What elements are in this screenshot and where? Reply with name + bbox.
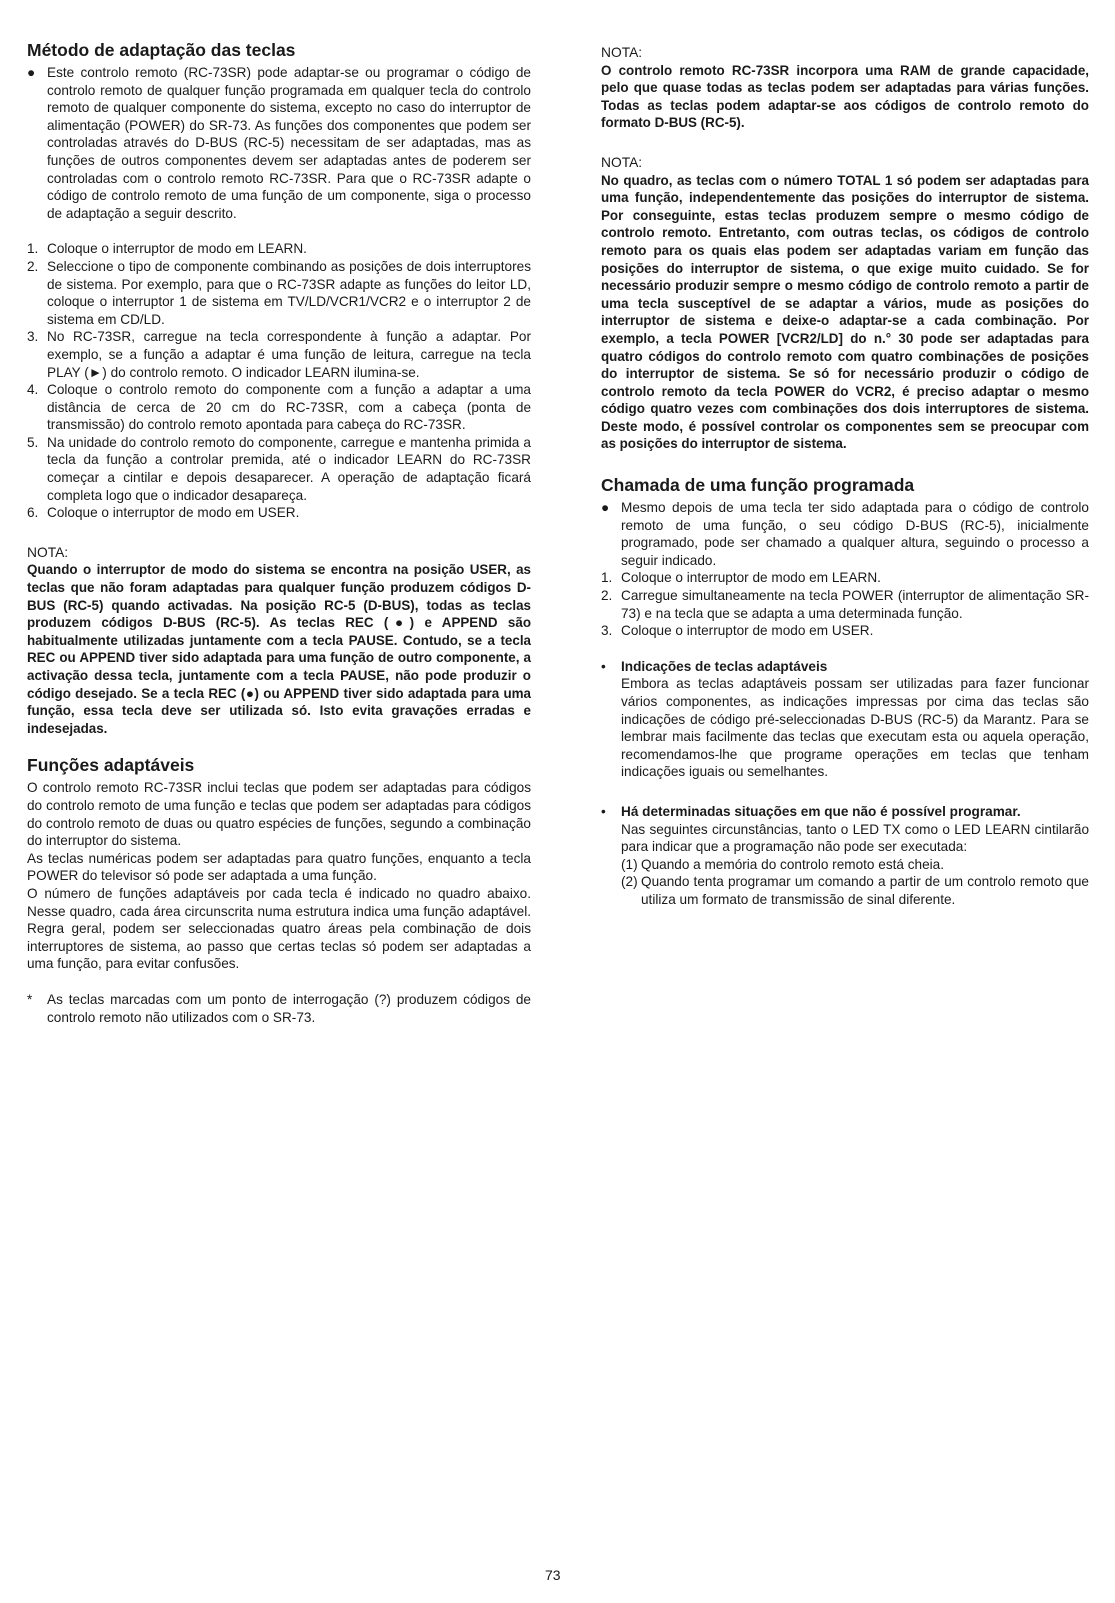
- section-title-funcoes: Funções adaptáveis: [27, 755, 195, 776]
- nota-text: No quadro, as teclas com o número TOTAL 1 só podem ser adaptadas para uma função, independentemente das posições do interruptor de sistema. Por conseguinte, estas teclas produzem sempre o mesmo código de controlo remoto. Entretanto, com outras teclas, os códigos de controlo remoto para os quais elas podem ser adaptadas variam em função das posições do interruptor de sistema, o que exige muito cuidado. Se for necessário produzir sempre o mesmo código de controlo remoto a partir de uma tecla susceptível de se adaptar a vários, mude as posições do interruptor de sistema e deixe-o adaptar-se a cada combinação. Por exemplo, a tecla POWER [VCR2/LD] do n.° 30 pode ser adaptadas para quatro códigos do controlo remoto com quatro combinações de posições do interruptor de sistema. Se só for necessário produzir o código de controlo remoto da tecla POWER do VCR2, é preciso adaptar o mesmo código quatro vezes com combinações dos dois interruptores de sistema. Deste modo, é possível controlar os componentes sem se preocupar com as posições do interruptor de sistema.: [601, 172, 1089, 452]
- indicacoes-block: [601, 658, 1089, 781]
- situacoes-text: Nas seguintes circunstâncias, tanto o LED TX como o LED LEARN cintilarão para indicar que a programação não pode ser executada:: [621, 821, 1089, 855]
- funcoes-p2: As teclas numéricas podem ser adaptadas para quatro funções, enquanto a tecla POWER do televisor só pode ser adaptada a uma função.: [27, 850, 531, 884]
- nota-label: NOTA:: [601, 154, 643, 170]
- bullet-icon: ●: [27, 65, 36, 80]
- small-bullet-icon: •: [601, 803, 606, 819]
- list-item: 2. Seleccione o tipo de componente combinando as posições de dois interruptores de sistema. Por exemplo, para que o RC-73SR adapte as funções do leitor LD, coloque o interruptor 1 de sistema em TV/LD/VCR1/VCR2 e o interruptor 2 de sistema em CD/LD.: [27, 258, 531, 327]
- list-item: 2. Carregue simultaneamente na tecla POWER (interruptor de alimentação SR-73) e na tecla que se adapta a uma determinada função.: [601, 588, 1089, 621]
- list-item: 4. Coloque o controlo remoto do componente com a função a adaptar a uma distância de cerca de 20 cm do RC-73SR, com a cabeça (ponta de transmissão) do controlo remoto apontada para cabeça do RC-73SR.: [27, 382, 531, 433]
- metodo-steps: [27, 240, 531, 522]
- nota-text: O controlo remoto RC-73SR incorpora uma RAM de grande capacidade, pelo que quase todas as teclas podem ser adaptadas para várias funções. Todas as teclas podem adaptar-se aos códigos de controlo remoto do formato D-BUS (RC-5).: [601, 62, 1089, 131]
- asterisk-icon: *: [27, 991, 33, 1007]
- list-item: 5. Na unidade do controlo remoto do componente, carregue e mantenha primida a tecla da função a controlar premida, até o indicador LEARN do RC-73SR começar a cintilar e depois desaparecer. A operação de adaptação ficará completa logo que o indicador desapareça.: [27, 434, 531, 503]
- indicacoes-title: Indicações de teclas adaptáveis: [621, 658, 828, 674]
- left-column: [27, 40, 531, 1026]
- situacoes-title: Há determinadas situações em que não é possível programar.: [621, 803, 1021, 819]
- section-title-metodo: Método de adaptação das teclas: [27, 40, 296, 60]
- chamada-steps: [601, 569, 1089, 639]
- page-number: 73: [545, 1567, 561, 1583]
- right-column: [601, 44, 1089, 909]
- list-item: 1. Coloque o interruptor de modo em LEARN.: [27, 241, 307, 257]
- list-item: 3. Coloque o interruptor de modo em USER.: [601, 623, 874, 639]
- funcoes-p3: O número de funções adaptáveis por cada tecla é indicado no quadro abaixo. Nesse quadro, cada área circunscrita numa estrutura indica uma função adaptável. Regra geral, podem ser seleccionadas quatro áreas pela combinação de dois interruptores de sistema, ao passo que certas teclas só podem ser adaptadas a uma função, para evitar confusões.: [27, 885, 531, 972]
- asterisk-note: * As teclas marcadas com um ponto de interrogação (?) produzem códigos de controlo remoto não utilizados com o SR-73.: [27, 991, 531, 1025]
- chamada-intro: ● Mesmo depois de uma tecla ter sido adaptada para o código de controlo remoto de uma função, o seu código D-BUS (RC-5), inicialmente programado, pode ser chamado a qualquer altura, seguindo o processo a seguir indicado.: [601, 500, 1089, 568]
- indicacoes-text: Embora as teclas adaptáveis possam ser utilizadas para fazer funcionar vários componentes, as indicações impressas por cima das teclas são indicações de código pré-seleccionadas D-BUS (RC-5) da Marantz. Para se lembrar mais facilmente das teclas que executam esta ou aquela operação, recomendamos-lhe que programe operações em teclas que tenham indicações iguais ou semelhantes.: [621, 676, 1089, 780]
- list-item: (2) Quando tenta programar um comando a partir de um controlo remoto que utiliza um formato de transmissão de sinal diferente.: [621, 874, 1089, 907]
- nota-text: Quando o interruptor de modo do sistema se encontra na posição USER, as teclas que não foram adaptadas para qualquer função produzem códigos D-BUS (RC-5) quando activadas. Na posição RC-5 (D-BUS), todas as teclas produzem códigos D-BUS (RC-5). As teclas REC (●) e APPEND são habitualmente utilizadas juntamente com a tecla PAUSE. Contudo, se a tecla REC ou APPEND tiver sido adaptada para uma função de outro componente, a activação dessa tecla, juntamente com a tecla PAUSE, não pode produzir o código desejado. Se a tecla REC (●) ou APPEND tiver sido adaptada para uma função, essa tecla deve ser utilizada só. Isto evita gravações erradas e indesejadas.: [27, 562, 531, 736]
- nota-label: NOTA:: [27, 544, 69, 560]
- funcoes-p1: O controlo remoto RC-73SR inclui teclas que podem ser adaptadas para códigos do controlo remoto de uma função e teclas que podem ser adaptadas para códigos do controlo remoto de duas ou quatro espécies de funções, segundo a combinação do interruptor do sistema.: [27, 780, 531, 849]
- list-item: 6. Coloque o interruptor de modo em USER.: [27, 505, 300, 521]
- small-bullet-icon: •: [601, 658, 606, 674]
- situacoes-block: [601, 803, 1089, 909]
- list-item: 1. Coloque o interruptor de modo em LEARN.: [601, 570, 881, 586]
- list-item: (1) Quando a memória do controlo remoto está cheia.: [621, 856, 945, 872]
- bullet-icon: ●: [601, 500, 610, 516]
- section-title-chamada: Chamada de uma função programada: [601, 475, 915, 496]
- metodo-intro: ● Este controlo remoto (RC-73SR) pode adaptar-se ou programar o código de controlo remoto de qualquer função programada em qualquer tecla do controlo remoto de qualquer componente do sistema, excepto no caso do interruptor de alimentação (POWER) do SR-73. As funções dos componentes que podem ser controladas através do D-BUS (RC-5) necessitam de ser adaptadas, mas as funções de outros componentes devem ser adaptadas antes de poderem ser controladas com o controlo remoto RC-73SR. Para que o RC-73SR adapte o código de controlo remoto de uma função de um componente, siga o processo de adaptação a seguir descrito.: [27, 65, 531, 221]
- list-item: 3. No RC-73SR, carregue na tecla correspondente à função a adaptar. Por exemplo, se a função a adaptar é uma função de leitura, carregue na tecla PLAY (►) do controlo remoto. O indicador LEARN ilumina-se.: [27, 329, 531, 380]
- nota-label: NOTA:: [601, 45, 643, 60]
